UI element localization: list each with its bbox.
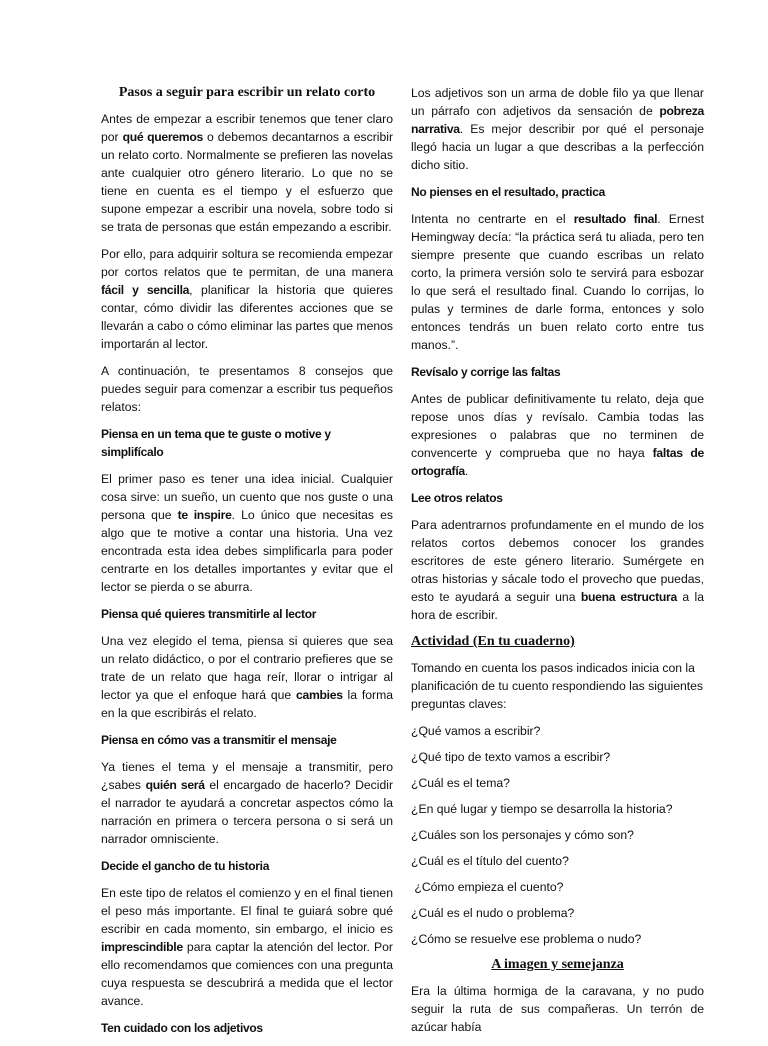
emphasis: qué queremos: [122, 130, 203, 144]
question-item: ¿Cuál es el título del cuento?: [411, 854, 569, 868]
emphasis: te inspire: [177, 508, 232, 522]
text: Una vez elegido el tema, piensa si quieres que sea un relato didáctico, o por el contrario prefieres que se trate de un relato que haga reír, llorar o intrigar al lector ya que el enfoque hará que: [101, 634, 393, 702]
text: El primer paso es tener una idea inicial. Cualquier cosa sirve: un sueño, un cuento que nos guste o una persona que: [101, 472, 393, 522]
question-item: ¿Qué vamos a escribir?: [411, 724, 541, 738]
emphasis: imprescindible: [101, 940, 183, 954]
section-paragraph-3: [101, 758, 393, 848]
section-heading-1: Piensa en un tema que te guste o motive y simplifícalo: [101, 427, 331, 459]
document-title: Pasos a seguir para escribir un relato corto: [118, 85, 376, 100]
text: Intenta no centrarte en el: [411, 212, 574, 226]
question-item: ¿Cuáles son los personajes y cómo son?: [411, 828, 634, 842]
paragraph-3: A continuación, te presentamos 8 consejos que puedes seguir para comenzar a escribir tus pequeños relatos:: [101, 364, 393, 414]
question-item: ¿Cómo se resuelve ese problema o nudo?: [411, 932, 642, 946]
section-paragraph-4: [101, 884, 393, 1010]
emphasis: quién será: [145, 778, 205, 792]
text: Antes de empezar a escribir tenemos que tener claro por: [101, 112, 393, 144]
paragraph-2: [101, 245, 393, 353]
text: el encargado de hacerlo? Decidir el narrador te ayudará a concretar aspectos cómo la narración en primera o tercera persona o si será un narrador omnisciente.: [101, 778, 393, 846]
question-item: ¿En qué lugar y tiempo se desarrolla la historia?: [411, 802, 673, 816]
activity-heading: Actividad (En tu cuaderno): [411, 634, 575, 649]
text: . Lo único que necesitas es algo que te motive a contar una historia. Una vez encontrada esta idea debes simplificarla para poder centrarte en los detalles importantes y evitar que el lector se pierda o se aburra.: [101, 508, 394, 594]
right-column: [411, 84, 704, 1045]
emphasis: buena estructura: [580, 590, 677, 604]
text: . Ernest Hemingway decía: “la práctica será tu aliada, pero ten siempre presente que cuando escribas un relato corto, la primera versión solo te servirá para esbozar lo que será el resultado final. Cuando lo corrijas, lo pulas y termines de darle forma, entonces y solo entonces tendrás un buen relato corto entre tus manos.”.: [411, 212, 705, 352]
emphasis: faltas de ortografía: [411, 446, 704, 478]
text: En este tipo de relatos el comienzo y en el final tienen el peso más importante. El final te guiará sobre qué escribir en cada momento, sin embargo, el inicio es: [101, 886, 393, 936]
question-item: ¿Cuál es el nudo o problema?: [411, 906, 575, 920]
text: , planificar la historia que quieres contar, cómo dividir las diferentes acciones que se llevarán a cabo o cómo eliminar las partes que menos importarán al lector.: [101, 283, 394, 351]
question-item: ¿Cuál es el tema?: [411, 776, 510, 790]
section-heading-5: Ten cuidado con los adjetivos: [101, 1021, 263, 1035]
story-paragraph: Era la última hormiga de la caravana, y no pudo seguir la ruta de sus compañeras. Un terrón de azúcar había: [411, 984, 704, 1034]
emphasis: resultado final: [573, 212, 658, 226]
section-heading-8: Lee otros relatos: [411, 491, 503, 505]
section-heading-7: Revísalo y corrige las faltas: [411, 365, 561, 379]
question-item: ¿Qué tipo de texto vamos a escribir?: [411, 750, 611, 764]
text: Por ello, para adquirir soltura se recomienda empezar por cortos relatos que te permitan, de una manera: [101, 247, 393, 279]
section-paragraph-8: [411, 516, 704, 624]
section-heading-3: Piensa en cómo vas a transmitir el mensaje: [101, 733, 337, 747]
question-list: [411, 722, 704, 948]
activity-intro: Tomando en cuenta los pasos indicados inicia con la planificación de tu cuento respondiendo las siguientes preguntas claves:: [411, 661, 704, 711]
emphasis: fácil y sencilla: [101, 283, 190, 297]
section-paragraph-1: [101, 470, 393, 596]
adjectives-paragraph: [411, 84, 704, 174]
section-paragraph-2: [101, 632, 393, 722]
intro-paragraph: [101, 110, 393, 236]
text: para captar la atención del lector. Por ello recomendamos que comiences con una pregunta cuya respuesta se descubrirá a medida que el lector avance.: [101, 940, 393, 1008]
text: Los adjetivos son un arma de doble filo ya que llenar un párrafo con adjetivos da sensación de: [411, 86, 704, 118]
section-heading-2: Piensa qué quieres transmitirle al lector: [101, 607, 317, 621]
emphasis: pobreza narrativa: [411, 104, 704, 136]
text: la forma en la que escribirás el relato.: [101, 688, 393, 720]
section-heading-4: Decide el gancho de tu historia: [101, 859, 270, 873]
text: Ya tienes el tema y el mensaje a transmitir, pero ¿sabes: [101, 760, 393, 792]
section-heading-6: No pienses en el resultado, practica: [411, 185, 605, 199]
text: . Es mejor describir por qué el personaje llegó hacia un lugar a que describas a la perfección dicho sitio.: [411, 122, 704, 172]
text: .: [464, 464, 469, 478]
question-item: ¿Cómo empieza el cuento?: [411, 880, 564, 894]
text: Antes de publicar definitivamente tu relato, deja que repose unos días y revísalo. Cambia todas las expresiones o palabras que no terminen de convencerte y comprueba que no haya: [411, 392, 704, 460]
left-column: [101, 84, 393, 1046]
section-paragraph-6: [411, 210, 704, 354]
section-paragraph-7: [411, 390, 704, 480]
text: a la hora de escribir.: [411, 590, 704, 622]
story-title: A imagen y semejanza: [491, 957, 624, 972]
emphasis: cambies: [296, 688, 343, 702]
text: Para adentrarnos profundamente en el mundo de los relatos cortos debemos conocer los grandes escritores de este género literario. Sumérgete en otras historias y sácale todo el provecho que puedas, esto te ayudará a seguir una: [411, 518, 704, 604]
text: o debemos decantarnos a escribir un relato corto. Normalmente se prefieren las novelas ante cualquier otro género literario. Lo que no se tiene en cuenta es el tiempo y el esfuerzo que supone empezar a escribir una novela, sobre todo si se trata de personas que están empezando a escribir.: [101, 130, 394, 234]
